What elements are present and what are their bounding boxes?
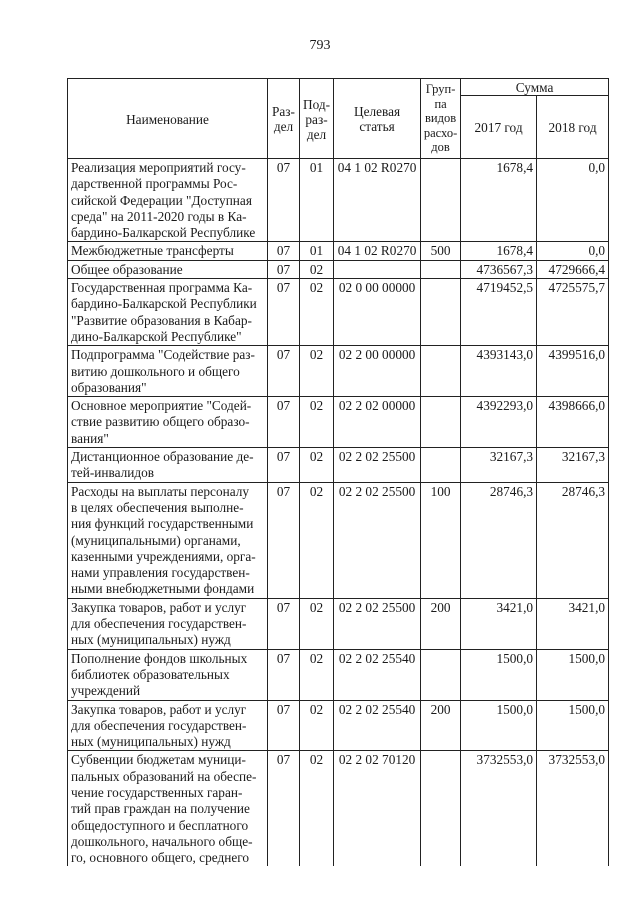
table-row [68, 482, 609, 598]
row-amount-2018-cell: 4729666,4 [537, 260, 609, 278]
row-section-cell: 07 [268, 279, 300, 346]
row-amount-2017-cell: 3421,0 [461, 598, 537, 649]
row-subsection-cell: 02 [300, 346, 334, 397]
row-target-article-cell: 04 1 02 R0270 [334, 242, 421, 260]
row-subsection-cell: 02 [300, 700, 334, 751]
row-section-cell: 07 [268, 242, 300, 260]
row-name-cell: Закупка товаров, работ и услуг для обеспечения государствен- ных (муниципальных) нужд [68, 598, 268, 649]
row-subsection-cell: 02 [300, 448, 334, 483]
row-section-cell: 07 [268, 260, 300, 278]
row-expense-group-cell: 500 [421, 242, 461, 260]
row-name-cell: Дистанционное образование де- тей-инвалидов [68, 448, 268, 483]
row-expense-group-cell [421, 279, 461, 346]
table-row [68, 649, 609, 700]
row-target-article-cell: 02 2 00 00000 [334, 346, 421, 397]
row-expense-group-cell [421, 448, 461, 483]
row-amount-2017-cell: 1678,4 [461, 242, 537, 260]
header-section: Раз- дел [268, 79, 300, 159]
table-row [68, 260, 609, 278]
table-row [68, 598, 609, 649]
row-name-cell: Расходы на выплаты персоналу в целях обеспечения выполне- ния функций государственными (муниципальными) органами, казенными учреждениями, орга- нами управления государствен- ными внебюджетными фондами [68, 482, 268, 598]
row-amount-2018-cell: 1500,0 [537, 649, 609, 700]
row-section-cell: 07 [268, 649, 300, 700]
page-number: 793 [309, 38, 331, 53]
table-row [68, 279, 609, 346]
row-expense-group-cell [421, 649, 461, 700]
header-subsection: Под- раз- дел [300, 79, 334, 159]
header-target-article: Целевая статья [334, 79, 421, 159]
row-name-cell: Закупка товаров, работ и услуг для обеспечения государствен- ных (муниципальных) нужд [68, 700, 268, 751]
table-row [68, 751, 609, 867]
row-expense-group-cell: 200 [421, 598, 461, 649]
row-amount-2017-cell: 4393143,0 [461, 346, 537, 397]
header-year-2017: 2017 год [461, 96, 537, 159]
row-section-cell: 07 [268, 482, 300, 598]
row-target-article-cell [334, 260, 421, 278]
row-amount-2017-cell: 4736567,3 [461, 260, 537, 278]
row-target-article-cell: 02 2 02 25500 [334, 448, 421, 483]
row-target-article-cell: 02 2 02 25500 [334, 482, 421, 598]
header-name: Наименование [68, 79, 268, 159]
row-amount-2018-cell: 4398666,0 [537, 397, 609, 448]
row-section-cell: 07 [268, 751, 300, 867]
row-subsection-cell: 02 [300, 482, 334, 598]
row-subsection-cell: 01 [300, 159, 334, 242]
table-row [68, 346, 609, 397]
row-target-article-cell: 02 2 02 25540 [334, 700, 421, 751]
table-row [68, 700, 609, 751]
row-amount-2017-cell: 4392293,0 [461, 397, 537, 448]
row-target-article-cell: 02 2 02 25540 [334, 649, 421, 700]
row-amount-2018-cell: 1500,0 [537, 700, 609, 751]
row-subsection-cell: 02 [300, 397, 334, 448]
row-amount-2018-cell: 32167,3 [537, 448, 609, 483]
row-target-article-cell: 02 2 02 70120 [334, 751, 421, 867]
row-name-cell: Субвенции бюджетам муници- пальных образований на обеспе- чение государственных гаран- тий прав граждан на получение общедоступного и бесплатного дошкольного, начального обще- го, основного общего, среднего [68, 751, 268, 867]
table-row [68, 159, 609, 242]
row-name-cell: Государственная программа Ка- бардино-Балкарской Республики "Развитие образования в Кабар- дино-Балкарской Республике" [68, 279, 268, 346]
row-section-cell: 07 [268, 397, 300, 448]
row-amount-2017-cell: 28746,3 [461, 482, 537, 598]
table-header [68, 79, 609, 159]
row-expense-group-cell: 100 [421, 482, 461, 598]
row-section-cell: 07 [268, 346, 300, 397]
row-target-article-cell: 02 0 00 00000 [334, 279, 421, 346]
row-amount-2018-cell: 4725575,7 [537, 279, 609, 346]
row-subsection-cell: 01 [300, 242, 334, 260]
row-expense-group-cell: 200 [421, 700, 461, 751]
row-amount-2018-cell: 3421,0 [537, 598, 609, 649]
row-section-cell: 07 [268, 598, 300, 649]
row-name-cell: Общее образование [68, 260, 268, 278]
row-amount-2018-cell: 28746,3 [537, 482, 609, 598]
table-row [68, 448, 609, 483]
row-subsection-cell: 02 [300, 649, 334, 700]
row-amount-2017-cell: 32167,3 [461, 448, 537, 483]
row-expense-group-cell [421, 751, 461, 867]
row-section-cell: 07 [268, 448, 300, 483]
header-sum: Сумма [461, 79, 609, 96]
header-expense-group: Груп- па видов расхо- дов [421, 79, 461, 159]
row-subsection-cell: 02 [300, 598, 334, 649]
table-row [68, 397, 609, 448]
row-target-article-cell: 04 1 02 R0270 [334, 159, 421, 242]
row-amount-2017-cell: 1500,0 [461, 649, 537, 700]
row-name-cell: Подпрограмма "Содействие раз- витию дошкольного и общего образования" [68, 346, 268, 397]
row-target-article-cell: 02 2 02 25500 [334, 598, 421, 649]
row-amount-2018-cell: 0,0 [537, 159, 609, 242]
row-expense-group-cell [421, 260, 461, 278]
budget-table [67, 78, 609, 866]
row-expense-group-cell [421, 397, 461, 448]
row-amount-2017-cell: 3732553,0 [461, 751, 537, 867]
row-amount-2018-cell: 3732553,0 [537, 751, 609, 867]
row-name-cell: Реализация мероприятий госу- дарственной программы Рос- сийской Федерации "Доступная среда" на 2011-2020 годы в Ка- бардино-Балкарской Республике [68, 159, 268, 242]
row-amount-2017-cell: 1678,4 [461, 159, 537, 242]
row-amount-2017-cell: 1500,0 [461, 700, 537, 751]
row-subsection-cell: 02 [300, 260, 334, 278]
row-subsection-cell: 02 [300, 751, 334, 867]
row-section-cell: 07 [268, 159, 300, 242]
row-amount-2017-cell: 4719452,5 [461, 279, 537, 346]
row-amount-2018-cell: 0,0 [537, 242, 609, 260]
row-amount-2018-cell: 4399516,0 [537, 346, 609, 397]
row-name-cell: Межбюджетные трансферты [68, 242, 268, 260]
table-row [68, 242, 609, 260]
table-body [68, 159, 609, 867]
row-name-cell: Пополнение фондов школьных библиотек образовательных учреждений [68, 649, 268, 700]
row-subsection-cell: 02 [300, 279, 334, 346]
row-expense-group-cell [421, 159, 461, 242]
row-name-cell: Основное мероприятие "Содей- ствие развитию общего образо- вания" [68, 397, 268, 448]
row-expense-group-cell [421, 346, 461, 397]
header-year-2018: 2018 год [537, 96, 609, 159]
row-target-article-cell: 02 2 02 00000 [334, 397, 421, 448]
row-section-cell: 07 [268, 700, 300, 751]
